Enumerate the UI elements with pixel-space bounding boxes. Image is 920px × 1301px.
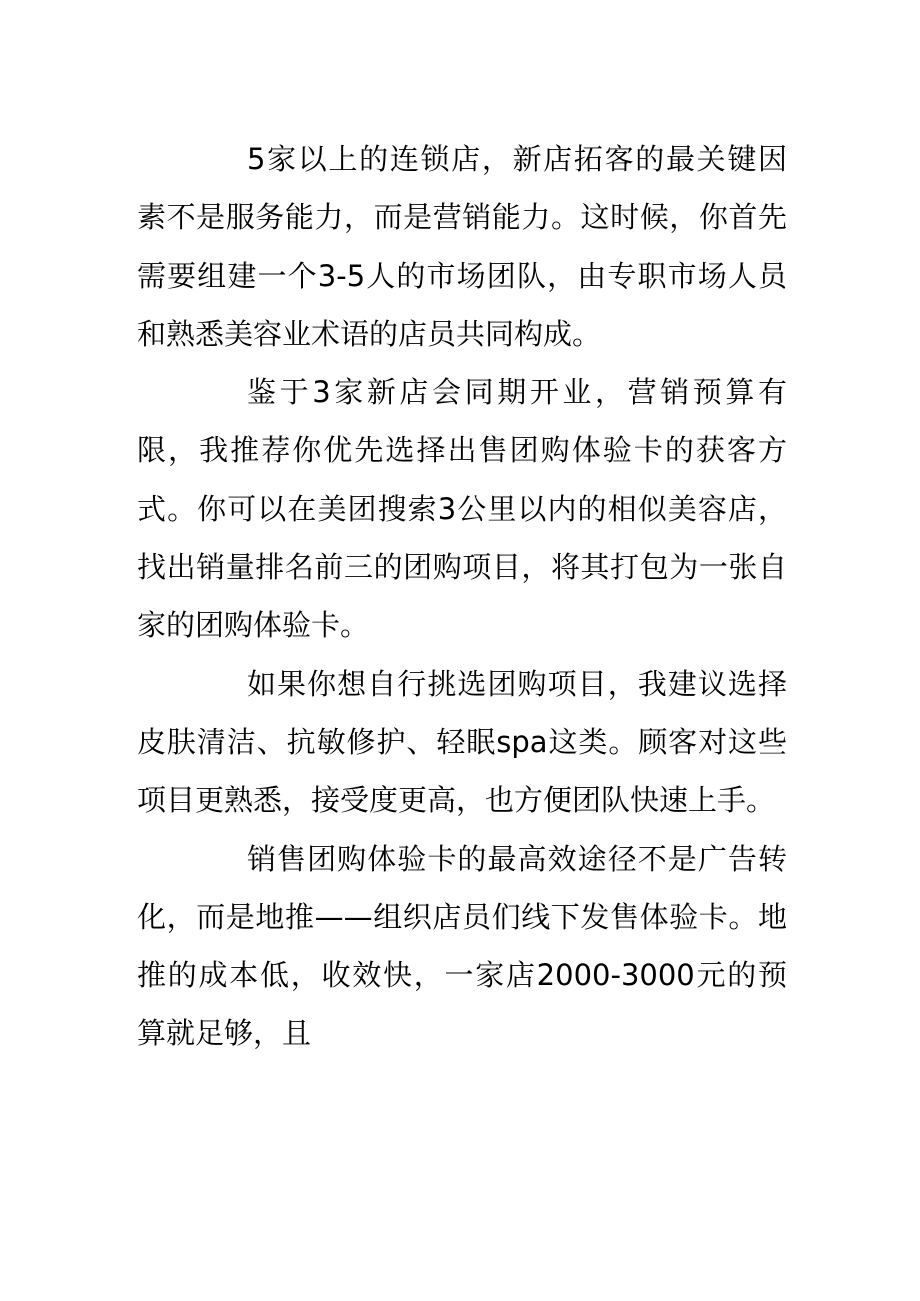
document-body <box>137 130 787 1063</box>
paragraph-4: 销售团购体验卡的最高效途径不是广告转化，而是地推——组织店员们线下发售体验卡。地推的成本低，收效快，一家店2000-3000元的预算就足够，且 <box>137 841 787 1051</box>
paragraph-2: 鉴于3家新店会同期开业，营销预算有限，我推荐你优先选择出售团购体验卡的获客方式。你可以在美团搜索3公里以内的相似美容店，找出销量排名前三的团购项目，将其打包为一张自家的团购体验卡。 <box>137 375 787 643</box>
paragraph-3: 如果你想自行挑选团购项目，我建议选择皮肤清洁、抗敏修护、轻眠spa这类。顾客对这些项目更熟悉，接受度更高，也方便团队快速上手。 <box>137 666 787 818</box>
paragraph-1: 5家以上的连锁店，新店拓客的最关键因素不是服务能力，而是营销能力。这时候，你首先需要组建一个3-5人的市场团队，由专职市场人员和熟悉美容业术语的店员共同构成。 <box>137 142 787 351</box>
